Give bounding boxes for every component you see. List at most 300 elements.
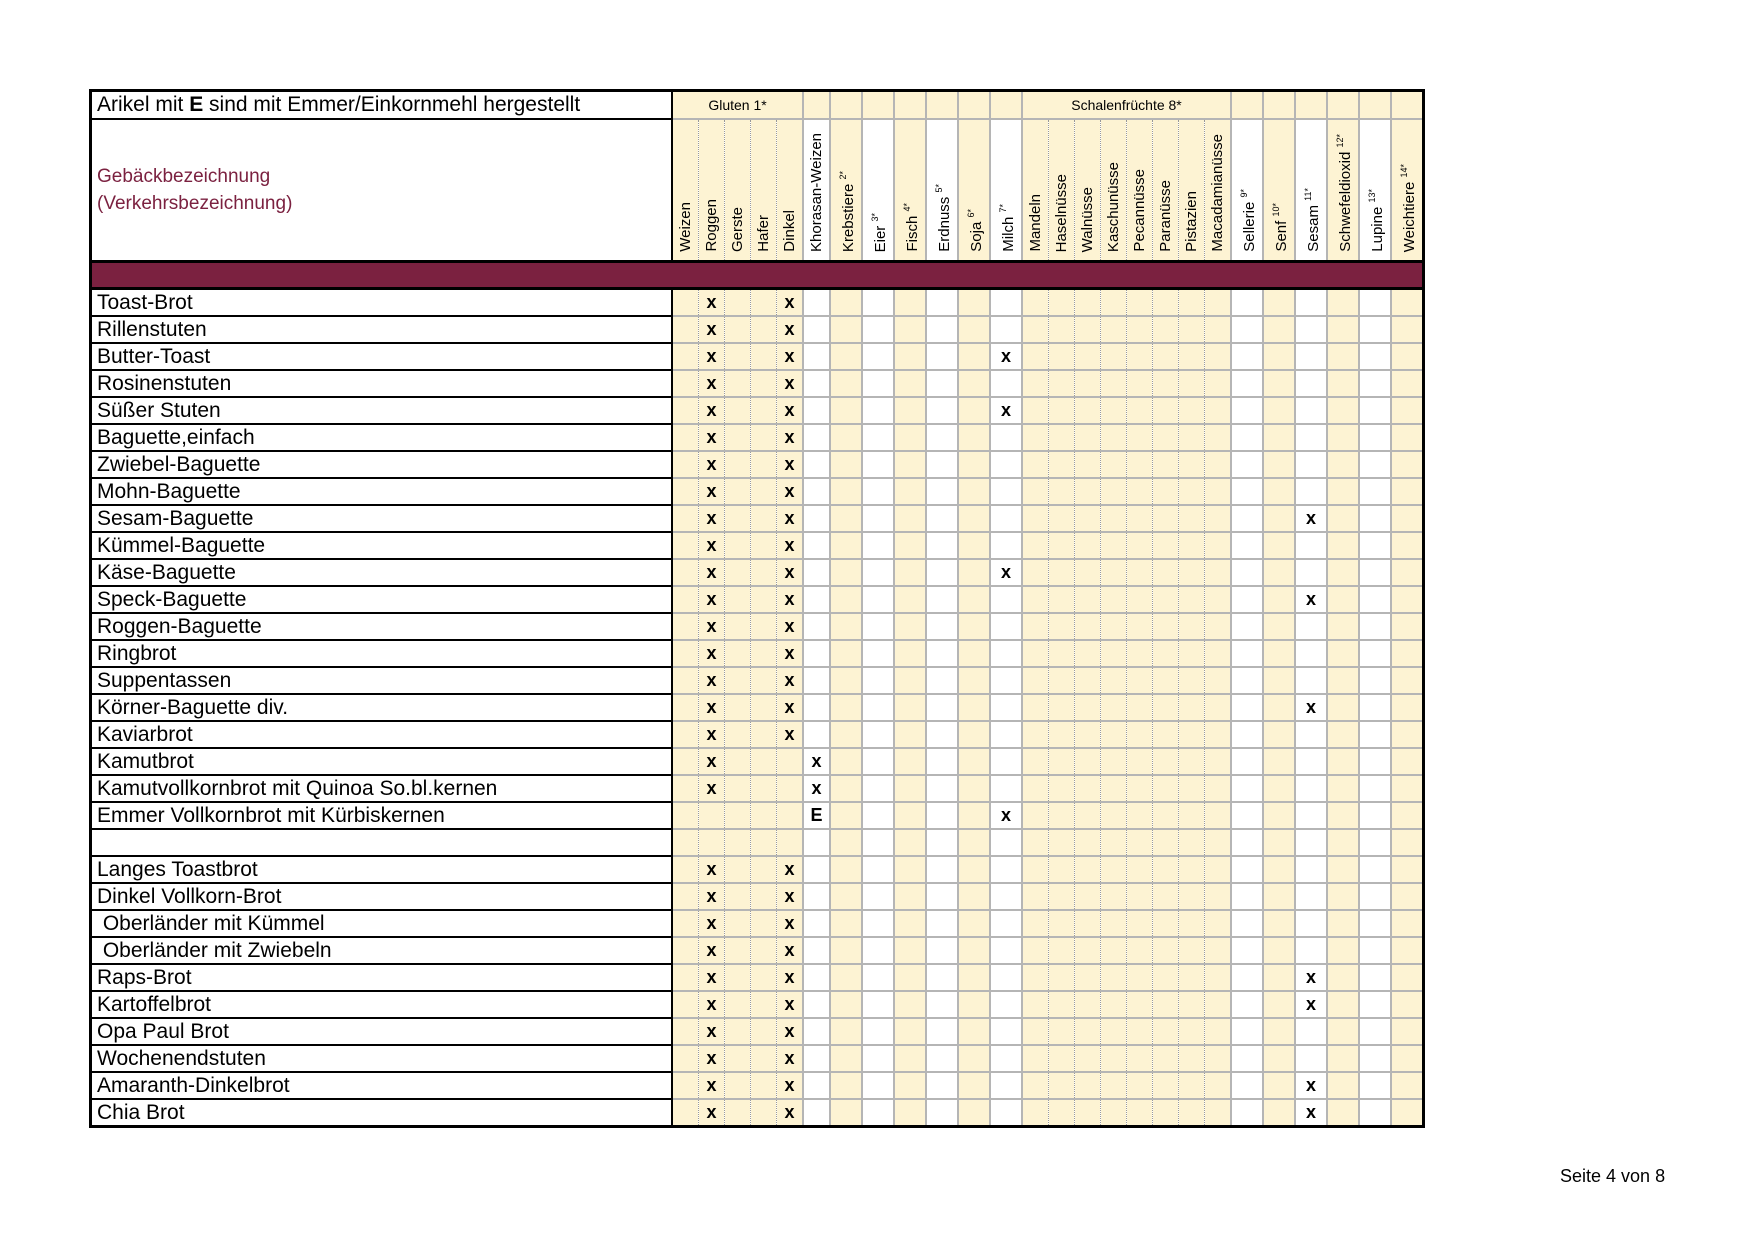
allergen-cell: [1263, 640, 1295, 667]
allergen-cell: [1179, 397, 1205, 424]
allergen-cell: [1327, 802, 1359, 829]
allergen-cell: x: [1295, 586, 1327, 613]
allergen-cell: [1359, 640, 1391, 667]
allergen-cell: x: [803, 748, 830, 775]
allergen-cell: [1127, 1099, 1153, 1127]
allergen-cell: [1205, 1018, 1232, 1045]
allergen-cell: [1101, 721, 1127, 748]
allergen-cell: [1263, 1072, 1295, 1099]
column-header: [1101, 119, 1127, 262]
allergen-cell: [958, 505, 990, 532]
allergen-cell: [1391, 1072, 1424, 1099]
allergen-cell: [1075, 343, 1101, 370]
allergen-cell: [1127, 991, 1153, 1018]
allergen-cell: [926, 667, 958, 694]
column-header-label: Macadamianüsse: [1208, 134, 1226, 252]
allergen-cell: [1101, 343, 1127, 370]
allergen-cell: [725, 1018, 751, 1045]
allergen-cell: [926, 748, 958, 775]
allergen-cell: [1101, 397, 1127, 424]
allergen-cell: [990, 586, 1022, 613]
allergen-cell: [751, 1045, 777, 1072]
allergen-cell: [1327, 505, 1359, 532]
allergen-cell: [1127, 748, 1153, 775]
allergen-cell: [1022, 667, 1049, 694]
allergen-cell: [926, 1072, 958, 1099]
table-row: [91, 856, 1424, 883]
allergen-cell: [862, 964, 894, 991]
allergen-cell: x: [777, 424, 804, 451]
allergen-cell: [1075, 721, 1101, 748]
allergen-cell: [1391, 910, 1424, 937]
allergen-cell: [1179, 370, 1205, 397]
column-header-label: Khorasan-Weizen: [807, 133, 825, 252]
allergen-cell: [990, 937, 1022, 964]
allergen-cell: [1049, 478, 1075, 505]
allergen-cell: [1049, 775, 1075, 802]
allergen-cell: [1231, 883, 1263, 910]
allergen-cell: [1327, 829, 1359, 856]
allergen-cell: [1295, 856, 1327, 883]
allergen-cell: [1153, 829, 1179, 856]
allergen-cell: [1205, 856, 1232, 883]
allergen-cell: [1127, 1018, 1153, 1045]
allergen-cell: [862, 829, 894, 856]
column-header: [1295, 119, 1327, 262]
allergen-cell: [1075, 1072, 1101, 1099]
allergen-cell: [926, 910, 958, 937]
allergen-cell: [926, 559, 958, 586]
product-name: Baguette,einfach: [91, 424, 673, 451]
allergen-cell: [1391, 640, 1424, 667]
allergen-cell: [1295, 397, 1327, 424]
allergen-cell: [1022, 748, 1049, 775]
allergen-cell: [1205, 829, 1232, 856]
allergen-cell: [1179, 478, 1205, 505]
column-header-label: Pecannüsse: [1130, 169, 1148, 252]
allergen-cell: [725, 910, 751, 937]
allergen-cell: [926, 532, 958, 559]
allergen-cell: x: [777, 397, 804, 424]
allergen-cell: x: [777, 1018, 804, 1045]
allergen-cell: [1101, 532, 1127, 559]
table-row: [91, 694, 1424, 721]
allergen-cell: [1205, 937, 1232, 964]
allergen-cell: [830, 667, 862, 694]
group-header-row: [91, 91, 1424, 120]
allergen-cell: [725, 1045, 751, 1072]
allergen-cell: [725, 397, 751, 424]
allergen-cell: [1263, 937, 1295, 964]
allergen-cell: [1179, 1045, 1205, 1072]
allergen-cell: [1049, 424, 1075, 451]
allergen-cell: [958, 694, 990, 721]
product-name: Butter-Toast: [91, 343, 673, 370]
column-footnote-ref: 11*: [1303, 188, 1313, 202]
allergen-cell: [803, 856, 830, 883]
allergen-cell: [926, 343, 958, 370]
allergen-cell: [862, 505, 894, 532]
allergen-cell: [958, 775, 990, 802]
allergen-cell: [1205, 1045, 1232, 1072]
allergen-cell: [1295, 289, 1327, 317]
allergen-cell: [1049, 667, 1075, 694]
allergen-cell: [1295, 640, 1327, 667]
allergen-cell: [1101, 694, 1127, 721]
label-line-1: Gebäckbezeichnung: [97, 166, 271, 187]
allergen-cell: [1327, 748, 1359, 775]
allergen-cell: [672, 1072, 699, 1099]
allergen-cell: x: [777, 694, 804, 721]
allergen-cell: [1327, 964, 1359, 991]
allergen-cell: [926, 829, 958, 856]
allergen-cell: [894, 1018, 926, 1045]
allergen-cell: [699, 802, 725, 829]
product-name: Kamutbrot: [91, 748, 673, 775]
allergen-cell: [1263, 856, 1295, 883]
allergen-cell: [1359, 343, 1391, 370]
allergen-cell: [1263, 316, 1295, 343]
allergen-cell: [751, 1072, 777, 1099]
allergen-cell: [862, 397, 894, 424]
allergen-cell: x: [699, 289, 725, 317]
allergen-cell: [1101, 640, 1127, 667]
allergen-cell: [1049, 964, 1075, 991]
allergen-cell: [1022, 478, 1049, 505]
allergen-cell: [926, 721, 958, 748]
allergen-cell: x: [777, 586, 804, 613]
allergen-cell: x: [777, 370, 804, 397]
allergen-cell: [894, 586, 926, 613]
allergen-cell: [1179, 424, 1205, 451]
product-name: Suppentassen: [91, 667, 673, 694]
allergen-cell: [1205, 505, 1232, 532]
allergen-cell: [1075, 532, 1101, 559]
allergen-cell: [1127, 775, 1153, 802]
allergen-cell: [751, 1099, 777, 1127]
table-row: [91, 829, 1424, 856]
allergen-cell: [1205, 1072, 1232, 1099]
allergen-cell: [1391, 316, 1424, 343]
table-row: [91, 964, 1424, 991]
allergen-cell: [1263, 424, 1295, 451]
allergen-cell: [1179, 829, 1205, 856]
allergen-cell: x: [777, 910, 804, 937]
product-name: Oberländer mit Zwiebeln: [91, 937, 673, 964]
allergen-cell: x: [699, 883, 725, 910]
allergen-cell: [1391, 937, 1424, 964]
allergen-cell: x: [699, 505, 725, 532]
allergen-cell: [1022, 613, 1049, 640]
allergen-cell: x: [699, 613, 725, 640]
allergen-cell: [926, 964, 958, 991]
allergen-cell: [830, 370, 862, 397]
section-band: [91, 262, 1424, 289]
allergen-cell: [1231, 937, 1263, 964]
allergen-cell: [1391, 289, 1424, 317]
allergen-cell: [958, 613, 990, 640]
allergen-cell: [751, 748, 777, 775]
allergen-cell: [990, 289, 1022, 317]
allergen-cell: [1327, 937, 1359, 964]
allergen-cell: x: [777, 1045, 804, 1072]
allergen-cell: [1263, 1018, 1295, 1045]
allergen-cell: [1391, 1099, 1424, 1127]
allergen-cell: x: [699, 424, 725, 451]
allergen-cell: [1205, 478, 1232, 505]
column-footnote-ref: 4*: [902, 203, 912, 212]
allergen-cell: [1327, 775, 1359, 802]
allergen-cell: [1101, 586, 1127, 613]
allergen-cell: [777, 829, 804, 856]
allergen-cell: [990, 370, 1022, 397]
column-footnote-ref: 2*: [838, 170, 848, 180]
table-row: [91, 289, 1424, 317]
allergen-cell: [803, 451, 830, 478]
allergen-cell: [672, 721, 699, 748]
allergen-cell: [1179, 289, 1205, 317]
allergen-cell: [1022, 532, 1049, 559]
allergen-cell: [1153, 640, 1179, 667]
allergen-cell: [990, 451, 1022, 478]
allergen-cell: [1153, 721, 1179, 748]
allergen-cell: x: [990, 559, 1022, 586]
allergen-cell: x: [777, 289, 804, 317]
allergen-cell: [725, 1099, 751, 1127]
allergen-cell: [1327, 991, 1359, 1018]
allergen-cell: [926, 451, 958, 478]
column-header: [862, 119, 894, 262]
allergen-cell: x: [777, 559, 804, 586]
allergen-cell: [1179, 721, 1205, 748]
allergen-cell: [672, 370, 699, 397]
allergen-cell: E: [803, 802, 830, 829]
allergen-cell: [894, 1045, 926, 1072]
allergen-cell: [958, 964, 990, 991]
allergen-cell: [751, 1018, 777, 1045]
allergen-cell: [926, 1018, 958, 1045]
allergen-cell: [958, 1099, 990, 1127]
allergen-cell: [751, 343, 777, 370]
allergen-cell: [1153, 1072, 1179, 1099]
allergen-cell: [1101, 856, 1127, 883]
allergen-cell: [1049, 721, 1075, 748]
table-row: [91, 775, 1424, 802]
allergen-cell: [803, 721, 830, 748]
allergen-cell: [1327, 451, 1359, 478]
allergen-cell: [1295, 667, 1327, 694]
allergen-cell: [1359, 775, 1391, 802]
allergen-cell: [803, 613, 830, 640]
allergen-cell: [672, 991, 699, 1018]
allergen-cell: [1295, 613, 1327, 640]
allergen-cell: [1359, 478, 1391, 505]
allergen-cell: [1263, 694, 1295, 721]
allergen-cell: [894, 937, 926, 964]
allergen-cell: [1075, 775, 1101, 802]
allergen-cell: [1391, 478, 1424, 505]
allergen-cell: [1295, 721, 1327, 748]
allergen-cell: [1359, 991, 1391, 1018]
allergen-cell: [990, 1018, 1022, 1045]
allergen-cell: [1231, 775, 1263, 802]
allergen-cell: [1179, 451, 1205, 478]
column-header-label: Sellerie: [1241, 201, 1258, 252]
allergen-cell: [894, 991, 926, 1018]
allergen-cell: [1391, 397, 1424, 424]
allergen-cell: [990, 991, 1022, 1018]
allergen-cell: [1075, 316, 1101, 343]
allergen-cell: [1127, 586, 1153, 613]
allergen-cell: [1391, 505, 1424, 532]
allergen-cell: [862, 613, 894, 640]
allergen-cell: [1049, 613, 1075, 640]
allergen-cell: [1127, 424, 1153, 451]
allergen-cell: [1205, 424, 1232, 451]
allergen-cell: [1327, 343, 1359, 370]
allergen-cell: [1327, 1099, 1359, 1127]
allergen-cell: [830, 586, 862, 613]
allergen-cell: [672, 640, 699, 667]
allergen-cell: [990, 1045, 1022, 1072]
allergen-cell: [862, 289, 894, 317]
allergen-cell: [1327, 694, 1359, 721]
allergen-cell: [1231, 856, 1263, 883]
allergen-cell: [1022, 505, 1049, 532]
allergen-cell: [1022, 802, 1049, 829]
allergen-cell: [1049, 316, 1075, 343]
allergen-cell: [1327, 478, 1359, 505]
column-header: [1205, 119, 1232, 262]
allergen-cell: [926, 316, 958, 343]
allergen-cell: x: [1295, 1099, 1327, 1127]
allergen-cell: [751, 910, 777, 937]
allergen-cell: [725, 478, 751, 505]
allergen-cell: [926, 397, 958, 424]
allergen-cell: [1263, 964, 1295, 991]
allergen-cell: [1075, 694, 1101, 721]
allergen-cell: [1359, 505, 1391, 532]
allergen-cell: [1231, 964, 1263, 991]
allergen-cell: [1075, 1045, 1101, 1072]
allergen-cell: [990, 829, 1022, 856]
allergen-cell: [862, 748, 894, 775]
allergen-cell: x: [699, 586, 725, 613]
allergen-cell: [672, 343, 699, 370]
allergen-cell: [751, 316, 777, 343]
product-name: Käse-Baguette: [91, 559, 673, 586]
table-row: [91, 748, 1424, 775]
allergen-cell: [725, 856, 751, 883]
product-name: Zwiebel-Baguette: [91, 451, 673, 478]
allergen-cell: [1231, 505, 1263, 532]
allergen-cell: [1075, 640, 1101, 667]
allergen-cell: [1153, 370, 1179, 397]
product-name: Sesam-Baguette: [91, 505, 673, 532]
allergen-cell: [1022, 451, 1049, 478]
allergen-cell: [926, 1099, 958, 1127]
allergen-cell: [751, 937, 777, 964]
allergen-cell: [1263, 748, 1295, 775]
column-header: [1022, 119, 1049, 262]
product-name: Körner-Baguette div.: [91, 694, 673, 721]
allergen-cell: [672, 856, 699, 883]
allergen-cell: [1205, 586, 1232, 613]
allergen-cell: [803, 370, 830, 397]
allergen-cell: [1263, 478, 1295, 505]
allergen-cell: [1263, 505, 1295, 532]
allergen-cell: [1391, 694, 1424, 721]
allergen-cell: [1127, 505, 1153, 532]
allergen-cell: [1359, 883, 1391, 910]
allergen-cell: [1295, 370, 1327, 397]
allergen-cell: [1205, 370, 1232, 397]
allergen-cell: [1327, 667, 1359, 694]
table-row: [91, 397, 1424, 424]
allergen-cell: [958, 802, 990, 829]
allergen-cell: [1263, 451, 1295, 478]
column-header-label: Haselnüsse: [1052, 173, 1070, 252]
allergen-cell: [926, 694, 958, 721]
allergen-cell: x: [699, 559, 725, 586]
allergen-cell: [1127, 937, 1153, 964]
allergen-cell: [1231, 343, 1263, 370]
column-header-label: Krebstiere: [840, 183, 857, 252]
page-footer: Seite 4 von 8: [1560, 1166, 1666, 1186]
allergen-cell: [1359, 1099, 1391, 1127]
allergen-cell: [1295, 559, 1327, 586]
allergen-cell: [1231, 289, 1263, 317]
column-header: [830, 119, 862, 262]
allergen-cell: [1049, 1099, 1075, 1127]
allergen-cell: [958, 640, 990, 667]
allergen-cell: [803, 424, 830, 451]
allergen-cell: [1049, 451, 1075, 478]
allergen-cell: [803, 991, 830, 1018]
allergen-cell: [672, 1099, 699, 1127]
allergen-cell: [803, 532, 830, 559]
allergen-cell: [1391, 748, 1424, 775]
allergen-cell: [1101, 829, 1127, 856]
allergen-cell: [894, 478, 926, 505]
allergen-cell: [1022, 937, 1049, 964]
table-row: [91, 991, 1424, 1018]
allergen-cell: [830, 1099, 862, 1127]
allergen-cell: [672, 667, 699, 694]
allergen-cell: [926, 802, 958, 829]
allergen-cell: [1359, 856, 1391, 883]
allergen-cell: x: [699, 1072, 725, 1099]
allergen-cell: x: [699, 640, 725, 667]
allergen-cell: [1179, 883, 1205, 910]
table-row: [91, 559, 1424, 586]
allergen-cell: [1205, 316, 1232, 343]
allergen-cell: [1359, 1018, 1391, 1045]
product-name: Kümmel-Baguette: [91, 532, 673, 559]
allergen-cell: [1101, 478, 1127, 505]
allergen-cell: [862, 424, 894, 451]
column-header: [777, 119, 804, 262]
allergen-cell: [1231, 397, 1263, 424]
allergen-cell: [1205, 991, 1232, 1018]
allergen-cell: [894, 640, 926, 667]
product-name: Amaranth-Dinkelbrot: [91, 1072, 673, 1099]
allergen-cell: x: [777, 505, 804, 532]
allergen-cell: [894, 1072, 926, 1099]
allergen-cell: [1359, 586, 1391, 613]
allergen-cell: x: [699, 1099, 725, 1127]
product-name: Roggen-Baguette: [91, 613, 673, 640]
